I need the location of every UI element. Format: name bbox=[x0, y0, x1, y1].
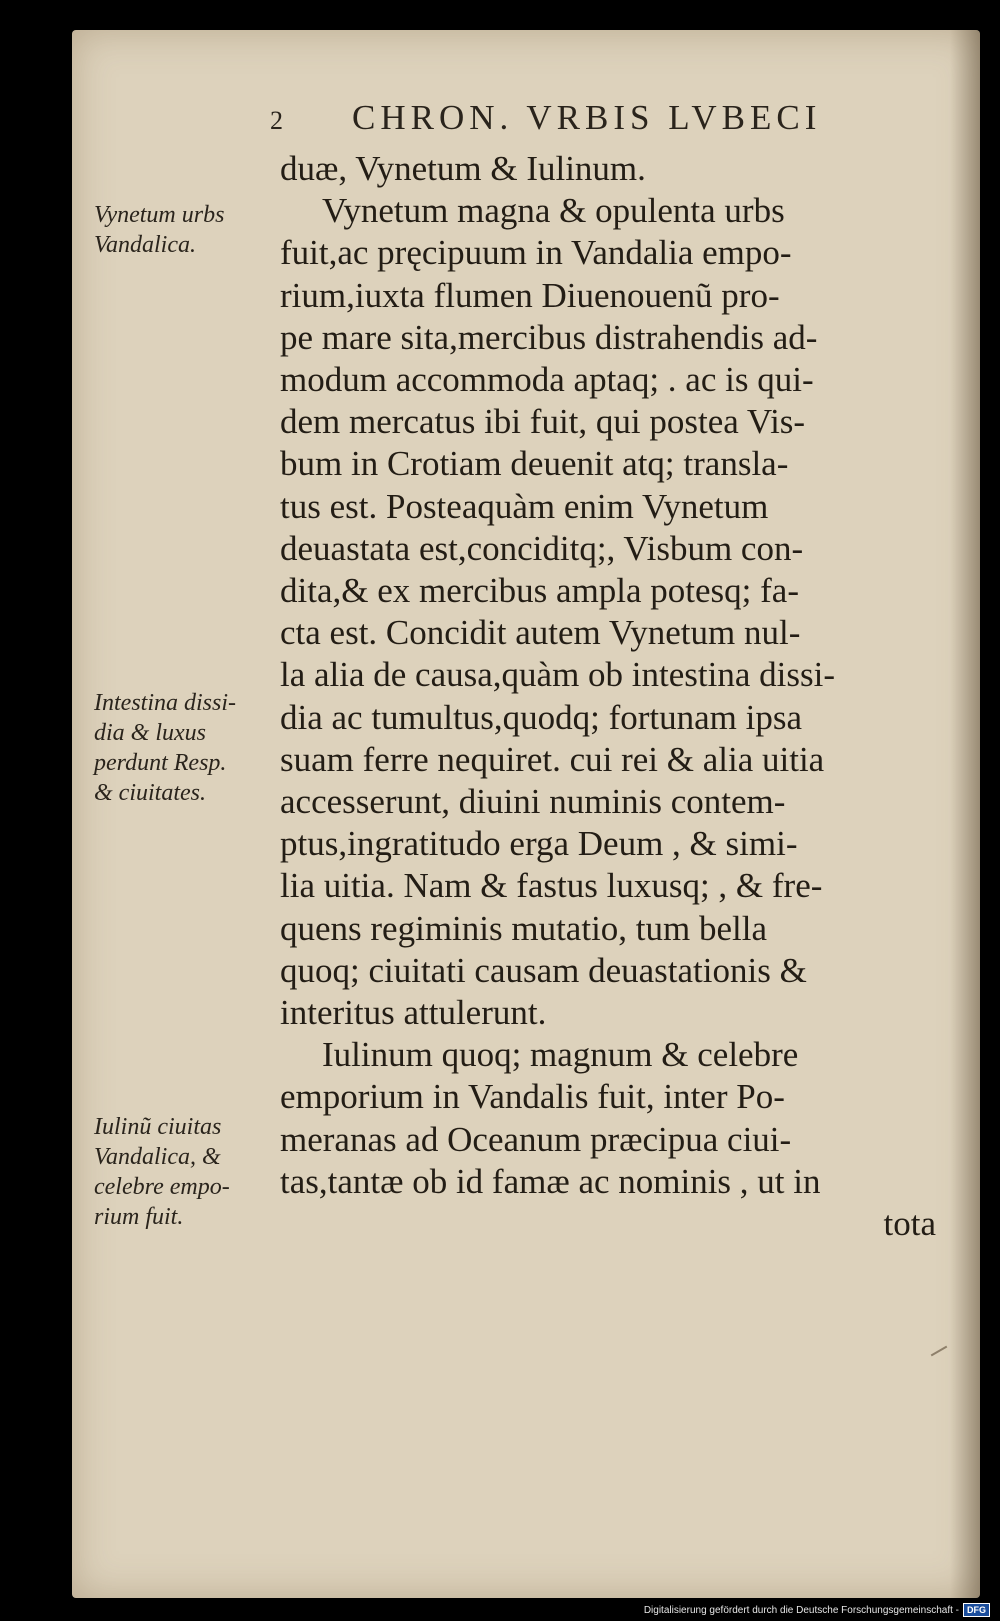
marginal-line: Intestina dissi- bbox=[94, 690, 236, 716]
text-line: quoq; ciuitati causam deuastationis & bbox=[280, 950, 807, 990]
text-line: dia ac tumultus,quodq; fortunam ipsa bbox=[280, 697, 802, 737]
marginal-line: rium fuit. bbox=[94, 1204, 184, 1230]
digitization-footer bbox=[644, 1603, 990, 1617]
text-line: cta est. Concidit autem Vynetum nul- bbox=[280, 613, 801, 653]
text-line: la alia de causa,quàm ob intestina dissi- bbox=[280, 655, 835, 695]
marginal-line: dia & luxus bbox=[94, 720, 206, 746]
text-line: tus est. Posteaquàm enim Vynetum bbox=[280, 486, 769, 526]
text-line: lia uitia. Nam & fastus luxusq; , & fre- bbox=[280, 866, 823, 906]
text-line: suam ferre nequiret. cui rei & alia uitia bbox=[280, 739, 825, 779]
text-line: interitus attulerunt. bbox=[280, 993, 547, 1033]
text-line: dita,& ex mercibus ampla potesq; fa- bbox=[280, 571, 800, 611]
book-page bbox=[72, 30, 980, 1598]
text-line: tas,tantæ ob id famæ ac nominis , ut in bbox=[280, 1161, 821, 1201]
marginal-line: Vandalica, & bbox=[94, 1144, 221, 1170]
page-header bbox=[270, 98, 950, 138]
catchword: tota bbox=[883, 1204, 936, 1244]
text-line: duæ, Vynetum & Iulinum. bbox=[280, 149, 646, 188]
marginal-line: celebre empo- bbox=[94, 1174, 230, 1200]
body-text bbox=[280, 148, 936, 1245]
ink-mark bbox=[931, 1346, 948, 1357]
marginal-line: & ciuitates. bbox=[94, 780, 206, 806]
text-line: Vynetum magna & opulenta urbs bbox=[322, 191, 785, 231]
marginal-line: Vynetum urbs bbox=[94, 202, 225, 228]
footer-credit: Digitalisierung gefördert durch die Deutsche Forschungsgemeinschaft - bbox=[643, 1604, 959, 1616]
text-line: emporium in Vandalis fuit, inter Po- bbox=[280, 1077, 785, 1117]
dfg-logo: DFG bbox=[963, 1603, 990, 1617]
text-line: deuastata est,conciditq;, Visbum con- bbox=[280, 528, 804, 568]
page-number: 2 bbox=[270, 106, 286, 135]
text-line: ptus,ingratitudo erga Deum , & simi- bbox=[280, 824, 798, 864]
text-line: pe mare sita,mercibus distrahendis ad- bbox=[280, 317, 818, 357]
marginal-line: perdunt Resp. bbox=[94, 750, 227, 776]
text-line: Iulinum quoq; magnum & celebre bbox=[322, 1035, 799, 1075]
marginal-note-iulinum bbox=[94, 1112, 230, 1232]
running-title: CHRON. VRBIS LVBECI bbox=[352, 98, 822, 137]
marginal-note-vynetum bbox=[94, 200, 224, 260]
text-line: rium,iuxta flumen Diuenouenũ pro- bbox=[280, 275, 780, 315]
text-line: modum accommoda aptaq; . ac is qui- bbox=[280, 360, 814, 400]
marginal-line: Iulinũ ciuitas bbox=[94, 1114, 222, 1140]
marginal-line: Vandalica. bbox=[94, 232, 196, 258]
page-edge-shadow bbox=[950, 30, 980, 1598]
text-line: meranas ad Oceanum præcipua ciui- bbox=[280, 1119, 792, 1159]
text-line: bum in Crotiam deuenit atq; transla- bbox=[280, 444, 789, 484]
text-line: dem mercatus ibi fuit, qui postea Vis- bbox=[280, 402, 806, 442]
text-line: accesserunt, diuini numinis contem- bbox=[280, 782, 786, 822]
text-line: fuit,ac pręcipuum in Vandalia empo- bbox=[280, 233, 792, 273]
text-line: quens regiminis mutatio, tum bella bbox=[280, 908, 768, 948]
marginal-note-intestina bbox=[94, 688, 236, 808]
